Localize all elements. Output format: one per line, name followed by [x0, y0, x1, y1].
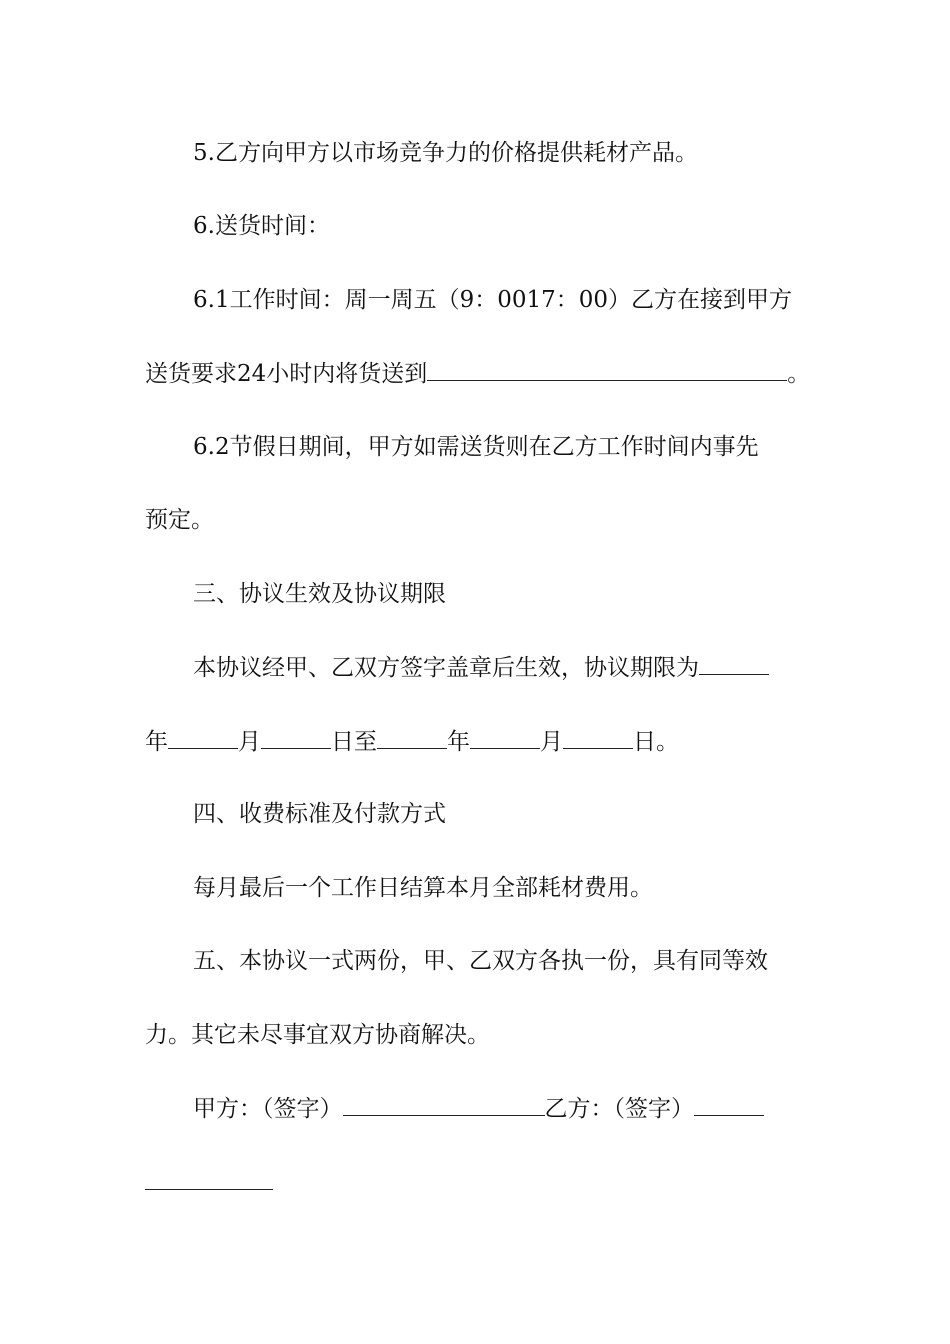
clause-6-1-line-1: 6.1工作时间：周一周五（9：0017：00）乙方在接到甲方 [193, 287, 793, 313]
party-a-signature-blank[interactable] [343, 1093, 545, 1116]
term-start-month-blank[interactable] [168, 726, 238, 749]
clause-6-1-end: 。 [787, 361, 811, 387]
delivery-address-blank[interactable] [427, 358, 787, 381]
term-end-year-blank[interactable] [377, 726, 447, 749]
year-label: 年 [447, 729, 470, 755]
section-3-heading: 三、协议生效及协议期限 [193, 581, 446, 607]
month-label: 月 [540, 729, 563, 755]
section-3-line-1 [193, 652, 863, 683]
day-end-label: 日。 [633, 729, 679, 755]
term-start-day-blank[interactable] [261, 726, 331, 749]
clause-6-1-text: 送货要求24小时内将货送到 [145, 361, 428, 387]
clause-6-1-line-2 [145, 358, 815, 389]
day-to-label: 日至 [331, 729, 377, 755]
section-3-text: 本协议经甲、乙双方签字盖章后生效，协议期限为 [193, 655, 699, 681]
term-end-month-blank[interactable] [470, 726, 540, 749]
clause-6-2-line-1: 6.2节假日期间，甲方如需送货则在乙方工作时间内事先 [193, 434, 759, 460]
signature-line-continued [145, 1167, 815, 1198]
section-4-heading: 四、收费标准及付款方式 [193, 801, 446, 827]
term-end-day-blank[interactable] [563, 726, 633, 749]
clause-6-2-line-2: 预定。 [145, 507, 214, 533]
party-b-signature-blank[interactable] [694, 1093, 764, 1116]
year-label: 年 [145, 729, 168, 755]
term-start-year-blank[interactable] [699, 652, 769, 675]
party-b-signature-label: 乙方：（签字） [544, 1096, 694, 1122]
signature-line [193, 1093, 863, 1124]
section-5-line-2: 力。其它未尽事宜双方协商解决。 [145, 1022, 490, 1048]
section-3-line-2 [145, 726, 815, 757]
month-label: 月 [238, 729, 261, 755]
party-b-signature-blank-continued[interactable] [145, 1167, 273, 1190]
section-4-body: 每月最后一个工作日结算本月全部耗材费用。 [193, 875, 653, 901]
clause-6-heading: 6.送货时间： [193, 213, 330, 239]
party-a-signature-label: 甲方：（签字） [193, 1096, 343, 1122]
clause-5: 5.乙方向甲方以市场竞争力的价格提供耗材产品。 [193, 140, 698, 166]
section-5-line-1: 五、本协议一式两份，甲、乙双方各执一份，具有同等效 [193, 948, 768, 974]
